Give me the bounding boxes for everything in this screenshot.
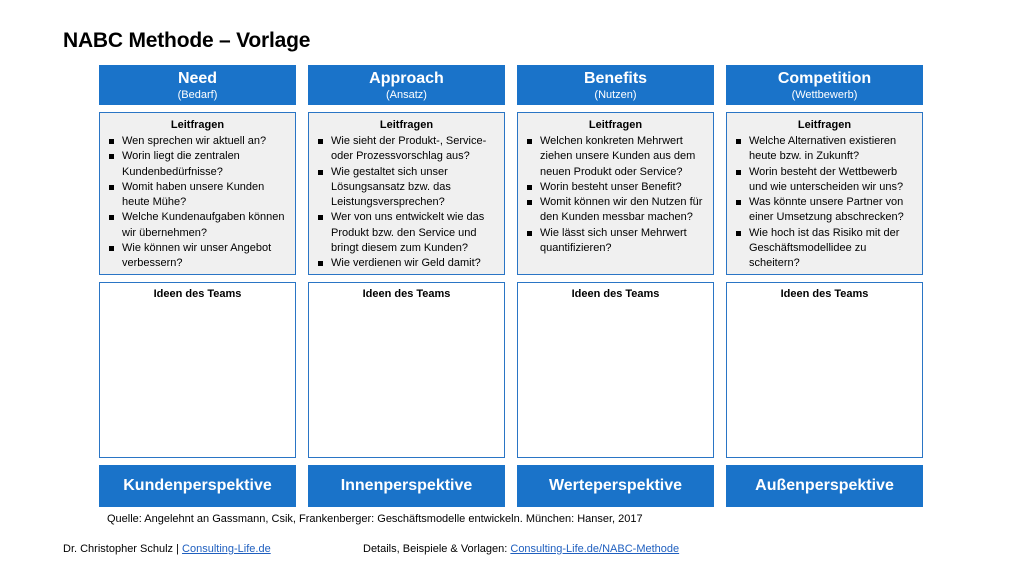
column-header: [517, 65, 714, 105]
column-benefits: [517, 65, 714, 494]
footer-author: [63, 543, 271, 555]
perspective-label: Kundenperspektive: [99, 465, 296, 507]
question-item: Was könnte unsere Partner von einer Umsetzung abschrecken?: [735, 195, 918, 226]
footer-details: [363, 543, 679, 555]
team-ideas-box[interactable]: [99, 282, 296, 458]
perspective-label: Innenperspektive: [308, 465, 505, 507]
question-item: Worin besteht der Wettbewerb und wie unterscheiden wir uns?: [735, 165, 918, 196]
author-text: Dr. Christopher Schulz |: [63, 543, 183, 555]
ideas-heading: Ideen des Teams: [571, 288, 660, 300]
question-item: Wen sprechen wir aktuell an?: [108, 134, 291, 149]
question-item: Wie lässt sich unser Mehrwert quantifizieren?: [526, 226, 709, 257]
column-header: [99, 65, 296, 105]
column-subtitle: (Nutzen): [594, 88, 637, 101]
team-ideas-box[interactable]: [726, 282, 923, 458]
column-competition: [726, 65, 923, 494]
team-ideas-box[interactable]: [308, 282, 505, 458]
question-item: Womit haben unsere Kunden heute Mühe?: [108, 180, 291, 211]
source-citation: Quelle: Angelehnt an Gassmann, Csik, Frankenberger: Geschäftsmodelle entwickeln. München: Hanser, 2017: [107, 513, 643, 525]
details-text: Details, Beispiele & Vorlagen:: [363, 543, 511, 555]
question-item: Welche Kundenaufgaben können wir übernehmen?: [108, 210, 291, 241]
guiding-questions-box: [308, 112, 505, 275]
ideas-heading: Ideen des Teams: [153, 288, 242, 300]
guiding-questions-box: [726, 112, 923, 275]
column-title: Approach: [369, 69, 444, 87]
question-item: Worin besteht unser Benefit?: [526, 180, 709, 195]
question-item: Wie gestaltet sich unser Lösungsansatz bzw. das Leistungsversprechen?: [317, 165, 500, 211]
ideas-heading: Ideen des Teams: [780, 288, 869, 300]
questions-heading: Leitfragen: [170, 119, 225, 131]
guiding-questions-box: [99, 112, 296, 275]
questions-list: [309, 134, 504, 272]
author-link[interactable]: Consulting-Life.de: [182, 543, 271, 555]
ideas-heading: Ideen des Teams: [362, 288, 451, 300]
questions-heading: Leitfragen: [797, 119, 852, 131]
questions-heading: Leitfragen: [588, 119, 643, 131]
column-title: Competition: [777, 69, 872, 87]
guiding-questions-box: [517, 112, 714, 275]
question-item: Wie hoch ist das Risiko mit der Geschäftsmodellidee zu scheitern?: [735, 226, 918, 272]
question-item: Wie können wir unser Angebot verbessern?: [108, 241, 291, 272]
column-subtitle: (Ansatz): [386, 88, 427, 101]
question-item: Welchen konkreten Mehrwert ziehen unsere Kunden aus dem neuen Produkt oder Service?: [526, 134, 709, 180]
details-link[interactable]: Consulting-Life.de/NABC-Methode: [510, 543, 680, 555]
column-subtitle: (Wettbewerb): [791, 88, 858, 101]
questions-list: [100, 134, 295, 272]
perspective-label: Werteperspektive: [517, 465, 714, 507]
column-header: [308, 65, 505, 105]
question-item: Welche Alternativen existieren heute bzw. in Zukunft?: [735, 134, 918, 165]
question-item: Wie verdienen wir Geld damit?: [317, 256, 500, 271]
column-title: Benefits: [583, 69, 648, 87]
column-need: [99, 65, 296, 494]
perspective-label: Außenperspektive: [726, 465, 923, 507]
column-approach: [308, 65, 505, 494]
column-title: Need: [177, 69, 218, 87]
questions-heading: Leitfragen: [379, 119, 434, 131]
question-item: Worin liegt die zentralen Kundenbedürfnisse?: [108, 149, 291, 180]
column-subtitle: (Bedarf): [177, 88, 218, 101]
column-header: [726, 65, 923, 105]
team-ideas-box[interactable]: [517, 282, 714, 458]
questions-list: [727, 134, 922, 272]
page-title: NABC Methode – Vorlage: [63, 29, 311, 52]
question-item: Womit können wir den Nutzen für den Kunden messbar machen?: [526, 195, 709, 226]
question-item: Wie sieht der Produkt-, Service- oder Prozessvorschlag aus?: [317, 134, 500, 165]
questions-list: [518, 134, 713, 256]
question-item: Wer von uns entwickelt wie das Produkt bzw. den Service und bringt diesem zum Kunden?: [317, 210, 500, 256]
